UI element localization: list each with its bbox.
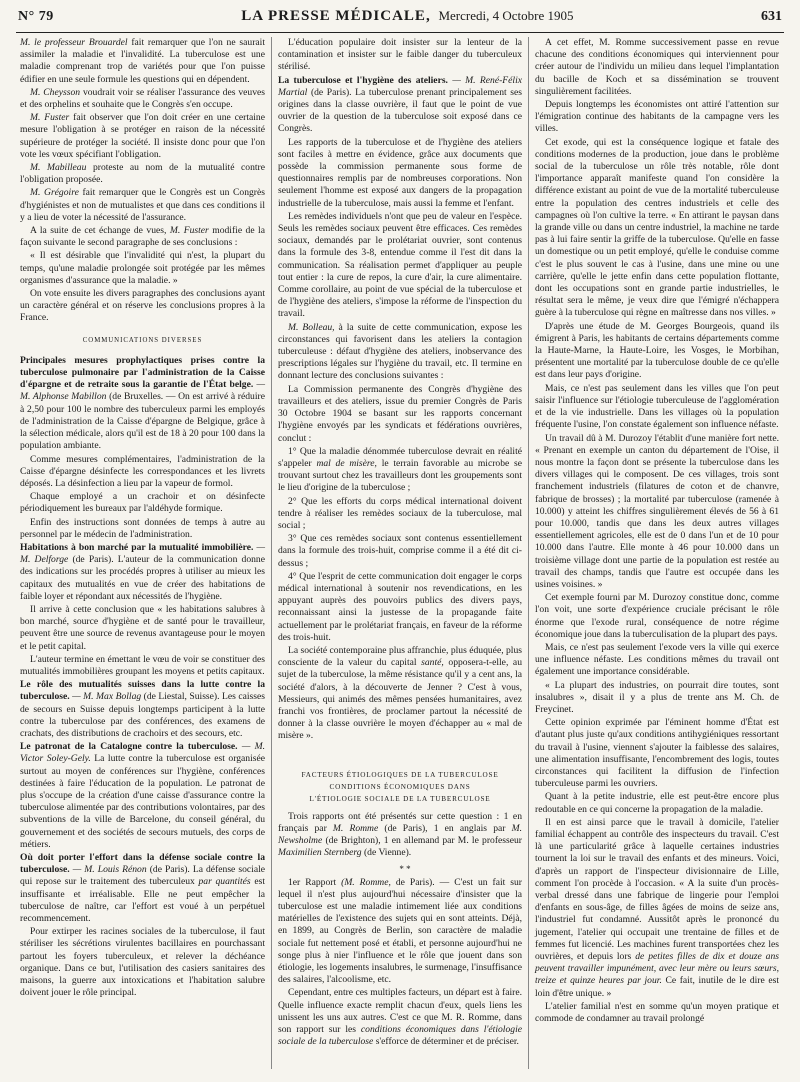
emphasis: conditions économiques dans l'étiologie sociale de la tuberculose xyxy=(278,1024,522,1048)
paragraph-text: fait remarquer que l'on ne saurait assimiler la maladie et l'invalidité. La tuberculose est une maladie comprenant trop de variétés pour que l'on puisse édifier en une seule formule les questions qui en dépendent. xyxy=(20,37,265,85)
paragraph: 3° Que ces remèdes sociaux sont contenus essentiellement dans la formule des trois-huit, comprise comme il a été dit ci-dessus ; xyxy=(278,533,522,569)
paragraph: Mais, ce n'est pas seulement l'exode vers la ville qui exerce une influence néfaste. Les conditions mêmes du travail ont également une importance considérable. xyxy=(535,641,779,678)
author-name: Maximilien Sternberg xyxy=(278,847,362,859)
paragraph: Enfin des instructions sont données de temps à autre au personnel par le médecin de l'administration. xyxy=(20,516,265,540)
paragraph xyxy=(20,225,265,249)
section-heading: L'ÉTIOLOGIE SOCIALE DE LA TUBERCULOSE xyxy=(309,794,491,803)
paragraph-text: (de Vienne). xyxy=(363,847,412,859)
paragraph: La Commission permanente des Congrès d'hygiène des travailleurs et des ateliers, issue du premier Congrès de Paris 30 Octobre 1904 se basant sur les rapports concernant l'hygiène envoyés par les syndicats et fédérations ouvrières, conclut : xyxy=(278,383,522,444)
paragraph: Mais, ce n'est pas seulement dans les villes que l'on peut saisir l'influence sur l'étiologie tuberculeuse de l'agglomération et de la vie industrielle. Dans les villages où la population fréquente l'usine, l'on constate également son influence néfaste. xyxy=(535,382,779,431)
separator-stars: * * xyxy=(399,864,411,875)
paragraph-text: proteste au nom de la mutualité contre l'obligation proposée. xyxy=(20,162,265,186)
paragraph xyxy=(278,322,522,383)
journal-title: LA PRESSE MÉDICALE, xyxy=(241,8,431,24)
paragraph: Les rapports de la tuberculose et de l'hygiène des ateliers sont faciles à mettre en évidence, grâce aux documents que possède la commission permanente sous forme de questionnaires remplis par de nombreuses corporations. Non seulement l'homme est exposé aux dangers de la propagation industrielle de la tuberculose, mais aussi la femme et l'enfant. xyxy=(278,136,522,209)
paragraph-text: Il en est ainsi parce que le travail à domicile, l'atelier familial échappent au contrôle des inspecteurs du travail. C'est là une particularité grâce à laquelle certaines industries tournent la loi sur le travail des enfants et des mineurs. Voici, d'après un rapport de l'inspecteur divisionnaire de Lille, comment l'on procède à l'occasion. « A la suite d'un procès-verbal dressé dans une fabrique de lingerie pour l'emploi d'enfants en sous-âge, de filles âgées de moins de seize ans, l'industriel fut condamné. Aussitôt après le prononcé du jugement, l'atelier qui occupait une trentaine de filles et de femmes fut licencié. Les machines furent transportées chez les ouvrières, et depuis lors xyxy=(535,816,779,963)
emphasis: par quantités xyxy=(198,876,251,888)
issue-number: N° 79 xyxy=(18,9,54,24)
paragraph: Cet exode, qui est la conséquence logique et fatale des conditions modernes de la production, joue dans le problème social de la tuberculose un rôle très notable, rôle dont l'importance apparaît manifeste quand l'on considère la différence existant au point de vue de la mortalité tuberculeuse entre la population des centres industriels et celle des campagnes où l'on cultive la terre. « En attirant le paysan dans la grande ville ou dans un centre industriel, la machine ne tarde pas à lui faire sentir la griffe de la tuberculose. Qu'elle en fasse un domestique ou un petit employé, qu'elle le conduise comme c'est le plus souvent le cas à l'usine, dans une mine ou une carrière, qu'elle le jette enfin dans cette population flottante, dont les occupations sont en grande partie industrielles, le résultat sera le même, je veux dire que l'émigré n'échappera guère à la tuberculose qui règne en maîtresse dans nos villes. » xyxy=(535,136,779,319)
section-heading: CONDITIONS ÉCONOMIQUES DANS xyxy=(329,782,471,791)
author-name: — M. Max Bollag xyxy=(72,691,142,703)
author-name: — M. Delforge xyxy=(20,541,265,566)
speaker-name: M. Fuster xyxy=(30,112,70,124)
author-name: — M. Alphonse Mabillon xyxy=(20,379,265,403)
masthead xyxy=(241,8,573,25)
paragraph: 2° Que les efforts du corps médical international doivent tendre à réaliser les remèdes sociaux de la tuberculose, mal social ; xyxy=(278,495,522,531)
paragraph: L'atelier familial n'est en somme qu'un moyen pratique et commode de condamner au travail prolongé xyxy=(535,1000,779,1025)
communication xyxy=(20,852,265,925)
paragraph: Quant à la petite industrie, elle est peut-être encore plus redoutable en ce qui concerne la propagation de la maladie. xyxy=(535,791,779,815)
paragraph-text: (de Paris), 1 en anglais par xyxy=(384,822,506,834)
speaker-name: M. Cheysson xyxy=(30,86,81,98)
paragraph xyxy=(278,446,522,495)
paragraph-text: La lutte contre la tuberculose est organisée surtout au moyen de conférences sur l'hygiène, conférences destinées à faire l'éducation de la population. Le patronat de plus s'occupe de la création d'une caisse d'assurance contre la tuberculose alimentée par des contributions volontaires, par des subventions de la ville de Barcelone, du conseil général, du gouvernement et des sociétés de secours mutuels, des corps de métiers. xyxy=(20,753,265,850)
paragraph-text: (de Paris). La défense sociale qui repose sur le traitement des tuberculeux xyxy=(20,864,265,888)
paragraph-text: de Paris). — C'est un fait sur lequel il n'est plus aujourd'hui nécessaire d'insister que la tuberculose est une maladie intimement liée aux conditions matérielles de l'existence des sujets qui en sont atteints. Déjà, en 1899, au Congrès de Berlin, son caractère de maladie sociale fut nettement posé et établi, et personne aujourd'hui ne songe plus à nier l'influence et le rôle que jouent dans son étiologie, les logements insalubres, le surmenage, l'insuffisance des salaires, l'alcoolisme, etc. xyxy=(278,876,523,986)
paragraph: Cette opinion exprimée par l'éminent homme d'État est d'autant plus juste qu'aux conditions antihygiéniques ressortant du travail à l'usine, viennent s'ajouter la faiblesse des salaires, une alimentation insuffisante, l'encombrement des logis, toutes circonstances qui facilitent la diffusion de l'infection tuberculeuse parmi les ouvriers. xyxy=(535,717,779,790)
speaker-name: M. le professeur Brouardel xyxy=(20,37,128,48)
text-columns xyxy=(14,37,786,1069)
column-2 xyxy=(271,37,528,1069)
paragraph xyxy=(20,162,265,186)
issue-date: Mercredi, 4 Octobre 1905 xyxy=(438,8,574,23)
paragraph-text: Trois rapports ont été présentés sur cette question : 1 en français par xyxy=(278,810,522,834)
author-name: — M. Louis Rénon xyxy=(72,864,147,876)
spacer xyxy=(278,744,522,770)
communication xyxy=(20,679,265,740)
section-heading: COMMUNICATIONS DIVERSES xyxy=(82,336,203,344)
paragraph-text: s'efforce de déterminer et de préciser. xyxy=(375,1036,519,1048)
paragraph-text: opposera-t-elle, au sujet de la tuberculose, la même résistance qu'il y a cent ans, la société d'alors, à la découverte de Jenner ? C'est à vous, Messieurs, qui animés des mêmes pensées humanitaires, avez franchi vos frontières, de proclamer partout la nécessité de donner à la classe ouvrière le moyen d'échapper au « mal de misère ». xyxy=(278,657,522,742)
paragraph-text: (de Bruxelles. — On est arrivé à réduire à 2,50 pour 100 le nombre des tuberculeux parmi les employés de l'administration de la Caisse d'épargne de Belgique, grâce à la sélection médicale, alors qu'il est de 18 à 20 pour 100 dans la population ambiante. xyxy=(20,391,265,452)
speaker-name: M. Grégoire xyxy=(30,187,79,199)
paragraph-text: 1° Que la maladie dénommée tuberculose devrait en réalité s'appeler xyxy=(278,445,522,469)
paragraph: Il arrive à cette conclusion que « les habitations salubres à bon marché, source d'hygiène et de santé pour le travailleur, peuvent être une source de revenus avantageuse pour le moyen et le petit capital. xyxy=(20,603,265,652)
paragraph-text: voudrait voir se réaliser l'assurance des veuves et des orphelins et souhaite que le Congrès s'en occupe. xyxy=(20,86,265,111)
header-rule xyxy=(16,32,784,33)
paragraph xyxy=(20,37,265,86)
column-3 xyxy=(528,37,785,1069)
author-name: (M. Romme, xyxy=(341,876,391,888)
section-heading: FACTEURS ÉTIOLOGIQUES DE LA TUBERCULOSE xyxy=(301,770,499,779)
paragraph: Chaque employé a un crachoir et on désinfecte périodiquement les bureaux par l'aldéhyde formique. xyxy=(20,491,265,515)
paragraph: Comme mesures complémentaires, l'administration de la Caisse d'épargne désinfecte les correspondances et les livrets déposés. La désinfection a lieu par la vapeur de formol. xyxy=(20,453,265,489)
paragraph-text: (de Liestal, Suisse). Les caisses de secours en Suisse depuis longtemps participent à la lutte contre la tuberculose par des conférences, des examens de crachats, des distributions de crachoirs et des secours, etc. xyxy=(20,691,265,739)
paragraph: Cet exemple fourni par M. Durozoy constitue donc, comme l'on voit, une sorte d'expérience cruciale précisant le rôle énorme que l'exode rural, conséquence de notre régime économique joue dans la tuberculisation de la plupart des pays. xyxy=(535,592,779,640)
emphasis: de petites filles de dix et douze ans peuvent travailler impunément, avec leur mère ou leurs sœurs, treize et quinze heures par jour. xyxy=(535,951,780,987)
author-name: — M. Victor Soley-Gely. xyxy=(20,741,265,765)
paragraph-text: modifie de la façon suivante le second paragraphe de ses conclusions : xyxy=(20,225,265,249)
paragraph xyxy=(20,87,265,111)
paragraph-text: Cependant, entre ces multiples facteurs, un départ est à faire. Quelle influence exacte remplit chacun d'eux, quels liens les unissent les uns aux autres. C'est ce que M. R. Romme, dans son rapport sur les xyxy=(278,987,522,1036)
paragraph-text: Ce fait, inutile de le dire est loin d'être unique. » xyxy=(535,975,779,999)
paragraph-text: fait observer que l'on doit créer en une certaine mesure l'obligation à se protéger en raison de la nécessité supérieure de protéger la société. Il insiste donc pour que l'on vote les vœux spécifiant l'obligation. xyxy=(20,112,265,160)
paragraph-text: La société contemporaine plus affranchie, plus éduquée, plus consciente de la valeur du capital xyxy=(278,644,522,669)
emphasis: mal de misère, xyxy=(316,457,377,469)
paragraph xyxy=(20,112,265,161)
communication-title: Où doit porter l'effort dans la défense sociale contre la tuberculose. xyxy=(20,852,265,876)
communication xyxy=(20,741,265,851)
communication xyxy=(20,355,265,453)
paragraph: L'auteur termine en émettant le vœu de voir se constituer des mutualités immobilières groupant les moyens et petits capitaux. xyxy=(20,653,265,677)
paragraph-text: A la suite de cet échange de vues, xyxy=(30,225,167,237)
paragraph-text: le terrain favorable au microbe se trouvant surtout chez les travailleurs dont les groupements sont le lieu d'origine de la tuberculose ; xyxy=(278,457,522,494)
paragraph: D'après une étude de M. Georges Bourgeois, quand ils émigrent à Paris, les habitants de certains départements comme la Haute-Marne, la Haute-Loire, les Vosges, le Morbihan, présentent une mortalité par la tuberculose double de ce qu'elle est dans leur pays d'origine. xyxy=(535,320,779,381)
paragraph-text: fait remarquer que le Congrès est un Congrès d'hygiénistes et non de mutualistes et que dans ces conditions il y a lieu de voter la nécessité de l'assurance. xyxy=(20,187,265,223)
paragraph: On vote ensuite les divers paragraphes des conclusions ayant un caractère général et on réserve les conclusions propres à la France. xyxy=(20,288,265,324)
paragraph: Un travail dû à M. Durozoy l'établit d'une manière fort nette. « Prenant en exemple un canton du département de l'Oise, il nous montre la façon dont se présente la tuberculose dans les divers villages qui le composent. De ces villages, trois sont franchement industriels (filatures de coton et de chanvre, fabrique de brosses) ; la mortalité par tuberculose (ramenée à 10.000) y atteint les chiffres singulièrement élevés de 56 à 61 pour 10.000, tandis que dans les deux autres villages essentiellement agricoles, elle est de 0 dans l'un et de 10 pour 10.000 dans l'autre. Elle monte à 46 pour 10.000 dans un troisième village dont une partie de la population est restée au travail des champs, tandis que l'autre est occupée dans les usines voisines. » xyxy=(535,432,779,590)
author-name: — M. René-Félix Martial xyxy=(278,74,522,98)
communication-title: Habitations à bon marché par la mutualité immobilière. xyxy=(20,541,254,553)
communication-title: Le rôle des mutualités suisses dans la lutte contre la tuberculose. xyxy=(20,679,265,703)
paragraph-text: (de Paris). L'auteur de la communication donne des indications sur les procédés propres à utiliser au mieux les capitaux des mutualités en vue de créer des habitations de faible loyer et répondant aux nécessités de l'hygiène. xyxy=(20,554,265,602)
paragraph: « Il est désirable que l'invalidité qui n'est, la plupart du temps, qu'une maladie prolongée soit protégée par les mêmes organismes d'assurance que la maladie. » xyxy=(20,250,265,286)
paragraph-text: à la suite de cette communication, expose les circonstances qui favorisent dans les ateliers la contagion tuberculeuse : défaut d'hygiène des ateliers, inobservance des prescriptions légales sur l'hygiène du travail, etc. Il termine en donnant lecture des conclusions suivantes : xyxy=(278,321,522,382)
speaker-name: M. Mabilleau xyxy=(30,162,87,174)
paragraph: Depuis longtemps les économistes ont attiré l'attention sur l'émigration continue des habitants de la campagne vers les villes. xyxy=(535,99,779,135)
paragraph-text: (de Brighton), 1 en allemand par M. le professeur xyxy=(325,834,523,846)
paragraph: A cet effet, M. Romme successivement passe en revue chacune des conditions économiques qui interviennent pour créer autour de l'individu un milieu dans lequel l'implantation du bacille de Koch et sa dissémination se trouvent singulièrement facilitées. xyxy=(535,37,779,97)
column-1 xyxy=(14,37,271,1069)
communication xyxy=(20,542,265,603)
paragraph xyxy=(278,645,522,743)
paragraph: « La plupart des industries, on pourrait dire toutes, sont insalubres », disait il y a plus de trente ans M. Ch. de Freycinet. xyxy=(535,679,779,715)
speaker-name: M. Fuster xyxy=(169,225,209,237)
emphasis: santé, xyxy=(421,657,444,669)
paragraph xyxy=(278,987,522,1048)
paragraph: L'éducation populaire doit insister sur la lenteur de la contamination et insister sur le faible danger du tuberculeux stérilisé. xyxy=(278,37,522,73)
communication-title: La tuberculose et l'hygiène des ateliers. xyxy=(278,74,448,86)
communication-title: Le patronat de la Catalogne contre la tuberculose. xyxy=(20,741,238,753)
page-number: 631 xyxy=(760,9,782,24)
paragraph-text: (de Paris). La tuberculose prenant principalement ses origines dans la classe ouvrière, il faut que le point de vue ouvrier de la question de la tuberculose soit exposé dans ce Congrès. xyxy=(278,86,522,135)
paragraph xyxy=(535,817,779,1000)
paragraph: Pour extirper les racines sociales de la tuberculose, il faut stériliser les sécrétions virulentes bacillaires en pourchassant partout les foyers tuberculeux, et relever la déchéance organique. Dans ce but, l'utilisation des casiers sanitaires des maisons, la guerre aux intoxications et l'habitation salubre doivent jouer le rôle principal. xyxy=(20,926,265,999)
author-name: M. Romme xyxy=(332,822,379,834)
paragraph xyxy=(278,811,522,860)
paragraph xyxy=(20,187,265,224)
report-heading: 1er Rapport xyxy=(288,876,337,888)
communication-title: Principales mesures prophylactiques prises contre la tuberculose pulmonaire par l'administration de la Caisse d'épargne et de retraite sous la garantie de l'État belge. xyxy=(20,354,265,391)
speaker-name: M. Bolleau, xyxy=(288,321,335,333)
paragraph-text: est insuffisante et irréalisable. Elle ne peut empêcher la tuberculose de naître, car l'effort est voué à un perpétuel recommencement. xyxy=(20,876,265,925)
paragraph: Les remèdes individuels n'ont que peu de valeur en l'espèce. Seuls les remèdes sociaux peuvent être efficaces. Ces remèdes sociaux, demandés par le prolétariat ouvrier, sont contenus dans la formule des 3-8, entendue comme il l'est dit dans la communication. Sa réalisation permet d'appliquer au peuple tout entier : la cure de repos, la cure d'air, la cure alimentaire. Comme corollaire, au point de vue spécial de la tuberculose et de l'hygiène des ateliers, s'impose la réforme de l'inspection du travail. xyxy=(278,210,522,320)
page-header xyxy=(14,8,786,32)
communication xyxy=(278,75,522,136)
paragraph: 4° Que l'esprit de cette communication doit engager le corps médical international à soutenir nos revendications, en les appuyant auprès des pouvoirs publics des divers pays, reconnaissant ainsi la justesse de la propagande faite actuellement par le prolétariat français, en faveur de la réforme des trois-huit. xyxy=(278,570,522,643)
author-name: M. Newsholme xyxy=(278,822,522,846)
paragraph xyxy=(278,877,522,987)
